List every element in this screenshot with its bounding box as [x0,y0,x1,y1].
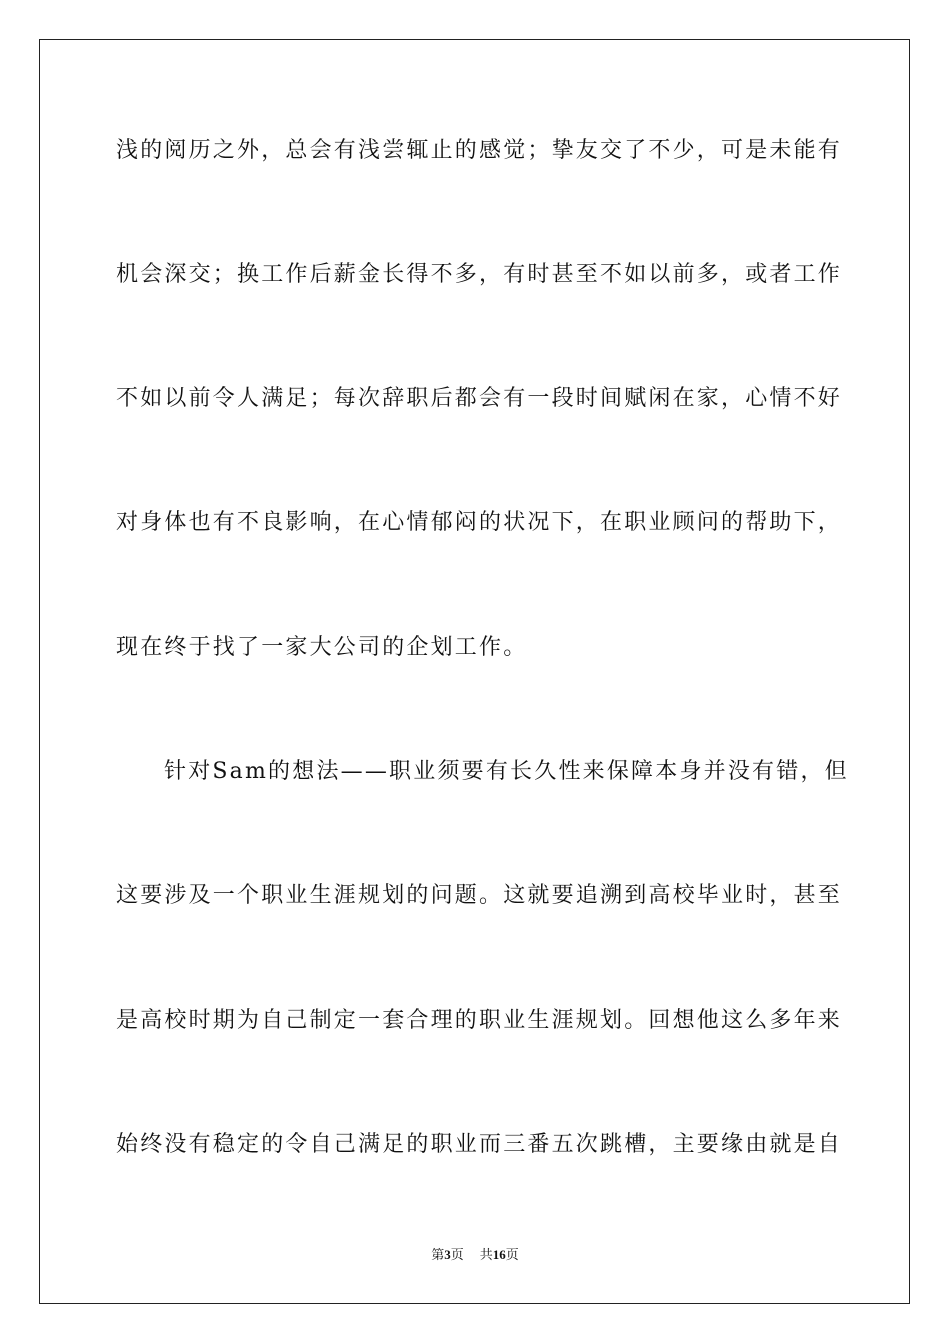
footer-total-prefix: 共 [479,1247,493,1262]
footer-total-pages: 16 [492,1247,506,1262]
footer-page-number: 3 [444,1247,451,1262]
page-border [39,39,910,1304]
paragraph-1-line-5: 现在终于找了一家大公司的企划工作。 [116,635,528,660]
paragraph-1-line-2: 机会深交；换工作后薪金长得不多，有时甚至不如以前多，或者工作 [116,262,843,287]
paragraph-2-line-3: 是高校时期为自己制定一套合理的职业生涯规划。回想他这么多年来 [116,1008,843,1033]
footer-total-suffix: 页 [505,1247,519,1262]
paragraph-2-line-1: 针对Sam的想法——职业须要有长久性来保障本身并没有错，但 [164,759,849,784]
paragraph-1-line-1: 浅的阅历之外，总会有浅尝辄止的感觉；挚友交了不少，可是未能有 [116,138,843,163]
footer-page-suffix: 页 [450,1247,464,1262]
paragraph-1-line-4: 对身体也有不良影响，在心情郁闷的状况下，在职业顾问的帮助下， [116,510,843,535]
page-footer [0,1246,950,1264]
paragraph-1-line-3: 不如以前令人满足；每次辞职后都会有一段时间赋闲在家，心情不好 [116,386,843,411]
footer-page-prefix: 第 [431,1247,445,1262]
paragraph-2-line-4: 始终没有稳定的令自己满足的职业而三番五次跳槽，主要缘由就是自 [116,1132,843,1157]
paragraph-2-line-2: 这要涉及一个职业生涯规划的问题。这就要追溯到高校毕业时，甚至 [116,883,843,908]
